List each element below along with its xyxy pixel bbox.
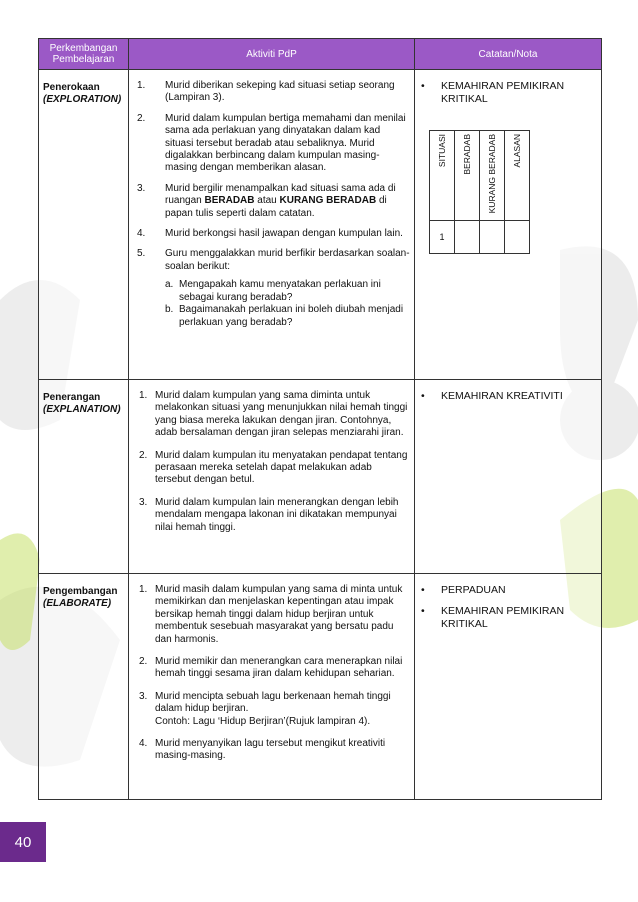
list-item: 3. Murid mencipta sebuah lagu berkenaan hemah tinggi dalam hidup berjiran. Contoh: Lagu ‘Hidup Berjiran’(Rujuk lampiran 4). bbox=[139, 690, 391, 727]
notes-cell bbox=[415, 70, 602, 380]
activity-cell bbox=[129, 70, 415, 380]
list-item: 3. Murid bergilir menampalkan kad situasi sama ada di ruangan BERADAB atau KURANG BERADAB di papan tulis seperti dalam catatan. bbox=[137, 182, 396, 219]
note-item: • KEMAHIRAN KREATIVITI bbox=[421, 390, 563, 402]
list-item: 1. Murid masih dalam kumpulan yang sama di minta untuk memikirkan dan menjelaskan kepentingan atau impak bersikap hemah tinggi dalam hidup berjiran untuk membentuk sesebuah masyarakat yang bersatu padu dan harmonis. bbox=[139, 584, 403, 645]
header-notes: Catatan/Nota bbox=[415, 39, 602, 70]
list-item: 2. Murid dalam kumpulan itu menyatakan pendapat tentang perasaan mereka setelah dapat melakukan adab tersebut dengan betul. bbox=[139, 449, 408, 486]
stage-title: Penerokaan bbox=[43, 82, 100, 93]
table-row bbox=[39, 70, 602, 380]
lesson-plan-table bbox=[38, 38, 602, 800]
table-header-row bbox=[39, 39, 602, 70]
list-item: 5. Guru menggalakkan murid berfikir berdasarkan soalan-soalan berikut: bbox=[137, 248, 410, 272]
bullet-icon: • bbox=[421, 584, 425, 596]
activity-cell bbox=[129, 380, 415, 574]
note-item: • KEMAHIRAN PEMIKIRAN KRITIKAL bbox=[421, 80, 565, 105]
stage-subtitle: (EXPLORATION) bbox=[43, 94, 122, 105]
stage-cell: Penerangan (EXPLANATION) bbox=[39, 380, 129, 574]
sub-question-list bbox=[165, 279, 410, 329]
list-item: 2. Murid dalam kumpulan bertiga memahami dan menilai sama ada perlakuan yang dinyatakan dalam kad situasi tersebut beradab atau sebaliknya. Murid digalakkan berbincang dalam kumpulan masing-masing dengan memberikan alasan. bbox=[137, 112, 406, 174]
table-row bbox=[39, 574, 602, 800]
table-row bbox=[39, 380, 602, 574]
note-item: • KEMAHIRAN PEMIKIRAN KRITIKAL bbox=[421, 605, 565, 630]
stage-cell bbox=[39, 70, 129, 380]
list-item: 2. Murid memikir dan menerangkan cara menerapkan nilai hemah tinggi sesama jiran dalam kehidupan seharian. bbox=[139, 656, 403, 680]
list-item: 3. Murid dalam kumpulan lain menerangkan dengan lebih mendalam mengapa lakonan ini dikatakan mempunyai nilai hemah tinggi. bbox=[139, 496, 399, 533]
list-item: 1. Murid diberikan sekeping kad situasi setiap seorang (Lampiran 3). bbox=[137, 80, 395, 104]
notes-cell bbox=[415, 380, 602, 574]
situation-table: SITUASI BERADAB KURANG BERADAB ALASAN 1 bbox=[429, 130, 530, 254]
activity-cell bbox=[129, 574, 415, 800]
bullet-icon: • bbox=[421, 80, 425, 92]
list-item: a. Mengapakah kamu menyatakan perlakuan ini sebagai kurang beradab? bbox=[165, 279, 381, 303]
list-item: b. Bagaimanakah perlakuan ini boleh diubah menjadi perlakuan yang beradab? bbox=[165, 304, 404, 328]
header-activity: Aktiviti PdP bbox=[129, 39, 415, 70]
page-number: 40 bbox=[0, 822, 46, 862]
note-item: • PERPADUAN bbox=[421, 584, 506, 596]
notes-cell bbox=[415, 574, 602, 800]
list-item: 1. Murid dalam kumpulan yang sama diminta untuk melakonkan situasi yang menunjukkan nilai hemah tinggi yang biasa mereka lakukan dengan jiran. Contohnya, adab bersalaman dengan jiran selepas menziarahi jiran. bbox=[139, 390, 408, 439]
stage-cell: Pengembangan (ELABORATE) bbox=[39, 574, 129, 800]
bullet-icon: • bbox=[421, 390, 425, 402]
header-development: Perkembangan Pembelajaran bbox=[39, 39, 129, 70]
bullet-icon: • bbox=[421, 605, 425, 617]
list-item: 4. Murid menyanyikan lagu tersebut mengikut kreativiti masing-masing. bbox=[139, 738, 386, 762]
list-item: 4. Murid berkongsi hasil jawapan dengan kumpulan lain. bbox=[137, 228, 403, 240]
